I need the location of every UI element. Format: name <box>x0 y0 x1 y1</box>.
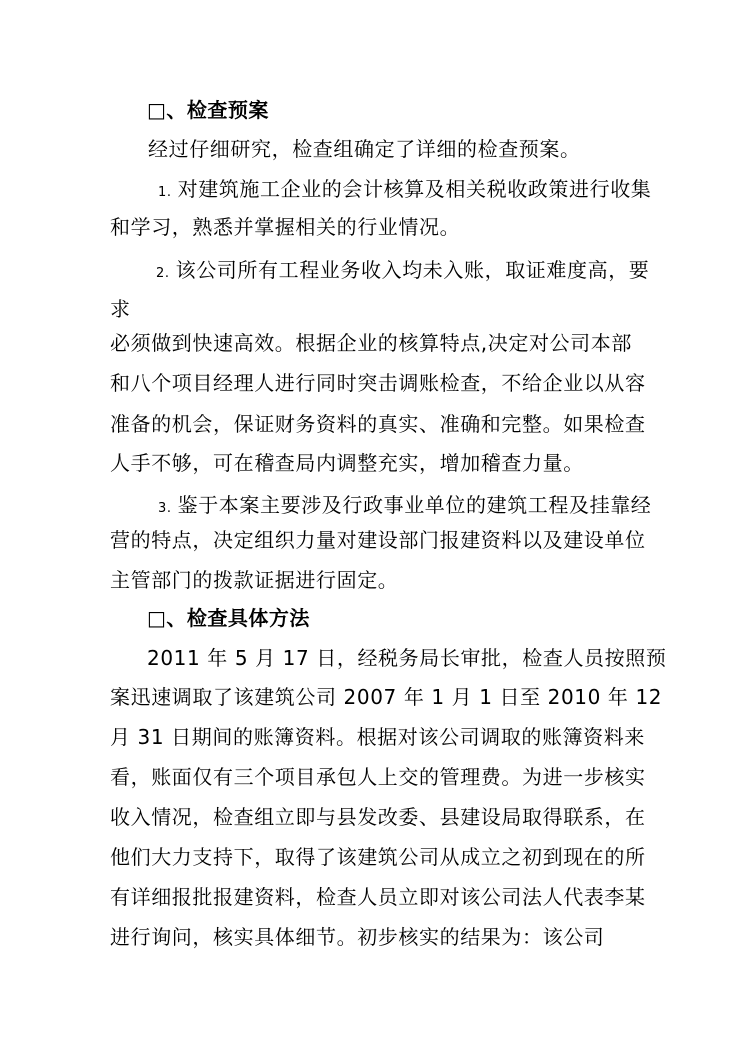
list-item-2-line-1 <box>156 256 649 288</box>
list-item-1-text: 对建筑施工企业的会计核算及相关税收政策进行收集 <box>177 177 652 201</box>
section-heading-inspection-plan: □、检查预案 <box>147 98 269 122</box>
list-item-2-line-5: 准备的机会，保证财务资料的真实、准确和完整。如果检查 <box>110 412 646 436</box>
list-item-2-number: 2. <box>156 266 170 281</box>
methods-line-4: 看，账面仅有三个项目承包人上交的管理费。为进一步核实 <box>110 765 646 789</box>
list-item-3-line-3: 主管部门的拨款证据进行固定。 <box>110 568 399 592</box>
methods-line-6: 他们大力支持下，取得了该建筑公司从成立之初到现在的所 <box>110 845 646 869</box>
methods-line-3: 月 31 日期间的账簿资料。根据对该公司调取的账簿资料来 <box>110 725 645 749</box>
methods-line-7: 有详细报批报建资料，检查人员立即对该公司法人代表李某 <box>110 885 646 909</box>
list-item-3-line-1 <box>158 491 651 523</box>
methods-line-2: 案迅速调取了该建筑公司 2007 年 1 月 1 日至 2010 年 12 <box>110 685 663 709</box>
list-item-3-line-2: 营的特点，决定组织力量对建设部门报建资料以及建设单位 <box>110 528 646 552</box>
section-heading-methods: □、检查具体方法 <box>147 606 310 630</box>
list-item-1-number: 1. <box>158 185 172 200</box>
paragraph-intro: 经过仔细研究，检查组确定了详细的检查预案。 <box>148 137 581 161</box>
list-item-1-line-1 <box>158 175 651 207</box>
list-item-1-line-2: 和学习，熟悉并掌握相关的行业情况。 <box>110 215 461 239</box>
list-item-2-line-4: 和八个项目经理人进行同时突击调账检查，不给企业以从容 <box>110 371 646 395</box>
list-item-3-text: 鉴于本案主要涉及行政事业单位的建筑工程及挂靠经 <box>177 493 652 517</box>
methods-line-5: 收入情况，检查组立即与县发改委、县建设局取得联系，在 <box>110 805 646 829</box>
list-item-2-text: 该公司所有工程业务收入均未入账，取证难度高，要 <box>175 258 650 282</box>
methods-line-8: 进行询问，核实具体细节。初步核实的结果为：该公司 <box>110 925 605 949</box>
list-item-2-line-2: 求 <box>110 297 131 321</box>
methods-line-1: 2011 年 5 月 17 日，经税务局长审批，检查人员按照预 <box>147 646 667 670</box>
list-item-2-line-3: 必须做到快速高效。根据企业的核算特点,决定对公司本部 <box>110 331 632 355</box>
list-item-2-line-6: 人手不够，可在稽查局内调整充实，增加稽查力量。 <box>110 451 584 475</box>
list-item-3-number: 3. <box>158 501 172 516</box>
